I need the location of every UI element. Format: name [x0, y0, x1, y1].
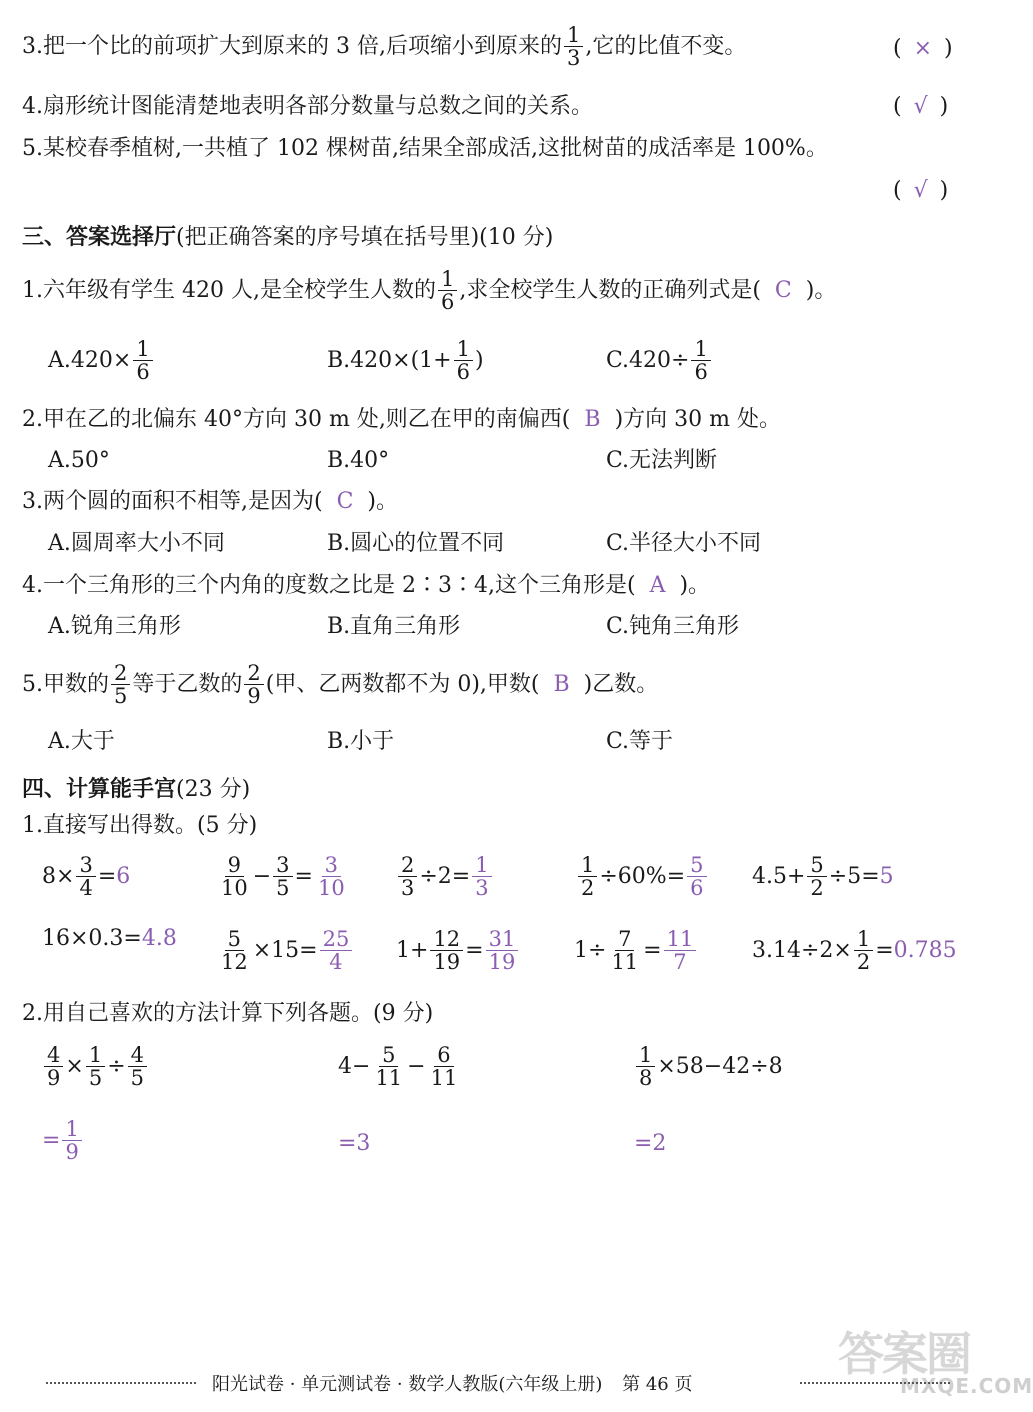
calc-answer: $\frac{11}{7}$ — [664, 928, 697, 973]
choice-5-option-c: C.等于 — [606, 729, 674, 754]
section-4-heading — [22, 772, 250, 803]
footer-divider-right — [800, 1382, 950, 1384]
calc-answer: $\frac{3}{10}$ — [317, 853, 345, 901]
judge-3-text-b: ,它的比值不变。 — [585, 33, 747, 59]
choice-question-2: 2.甲在乙的北偏东 40°方向 30 m 处,则乙在甲的南偏西( B )方向 30 m 处。 — [22, 407, 781, 432]
choice-4-option-a: A.锐角三角形 — [48, 614, 181, 639]
choice-4-option-b: B.直角三角形 — [327, 614, 461, 639]
calc-item: 4.5+ $\frac{5}{2}$ ÷5= 5 — [752, 853, 894, 901]
judge-5-bracket: ( √ ) — [893, 178, 949, 203]
judge-item-4: 4.扇形统计图能清楚地表明各部分数量与总数之间的关系。 — [22, 94, 593, 119]
footer — [212, 1370, 692, 1396]
choice-1-option-c: C.420÷ $\frac{1}{6}$ — [606, 338, 713, 383]
calc-item: 3.14÷2× $\frac{1}{2}$ = 0.785 — [752, 927, 957, 975]
calc-answer: 6 — [116, 863, 131, 889]
calc-problem-1: $\frac{4}{9}$ × $\frac{1}{5}$ ÷ $\frac{4}{5}$ — [42, 1044, 149, 1089]
section-3-title: 三、答案选择厅 — [22, 224, 177, 250]
calc-answer: 0.785 — [893, 937, 957, 963]
calc-item: $\frac{2}{3}$ ÷2= $\frac{1}{3}$ — [396, 854, 494, 899]
choice-4-answer: A — [649, 573, 666, 598]
calc-item: $\frac{1}{2}$ ÷60%= $\frac{5}{6}$ — [576, 854, 709, 899]
choice-1-answer: C — [774, 277, 792, 303]
judge-5-answer: √ — [913, 178, 928, 203]
calc-item: 16×0.3= 4.8 — [42, 926, 177, 951]
calc-problem-3-answer: =2 — [634, 1131, 667, 1156]
calc-answer: $\frac{1}{3}$ — [472, 854, 491, 899]
calc-item: $\frac{9}{10}$ − $\frac{3}{5}$ = $\frac{3}{10}$ — [216, 854, 350, 899]
calc-item: 8× $\frac{3}{4}$ = 6 — [42, 853, 131, 901]
calc-problem-2-answer: =3 — [338, 1131, 371, 1156]
section-4-title: 四、计算能手宫 — [22, 776, 177, 802]
calc-problem-3: $\frac{1}{8}$ ×58−42÷8 — [634, 1044, 783, 1089]
choice-3-answer: C — [336, 489, 354, 514]
choice-2-answer: B — [584, 407, 601, 432]
choice-1-option-a: A.420× $\frac{1}{6}$ — [48, 338, 155, 383]
judge-4-bracket: ( √ ) — [893, 94, 949, 119]
calc-item: 1÷ $\frac{7}{11}$ = $\frac{11}{7}$ — [574, 928, 698, 973]
section-3-note: (把正确答案的序号填在括号里)(10 分) — [176, 225, 554, 250]
page-number: 第 46 页 — [622, 1374, 693, 1395]
choice-question-4: 4.一个三角形的三个内角的度数之比是 2∶3∶4,这个三角形是( A )。 — [22, 573, 711, 598]
choice-1-option-b: B.420×(1+ $\frac{1}{6}$ ) — [327, 337, 484, 385]
calc-item: $\frac{5}{12}$ ×15= $\frac{25}{4}$ — [216, 928, 354, 973]
calc-problem-1-answer: = $\frac{1}{9}$ — [42, 1118, 84, 1163]
judge-item-3 — [22, 24, 746, 69]
choice-2-option-a: A.50° — [48, 448, 110, 473]
fraction: $\frac{1}{6}$ — [438, 268, 457, 313]
judge-3-bracket: ( × ) — [893, 36, 953, 61]
calc-item: 1+ $\frac{12}{19}$ = $\frac{31}{19}$ — [396, 928, 520, 973]
choice-2-option-c: C.无法判断 — [606, 448, 718, 473]
calc-answer: $\frac{25}{4}$ — [320, 928, 353, 973]
section-3-heading — [22, 220, 553, 251]
choice-2-option-b: B.40° — [327, 448, 390, 473]
judge-3-text-a: 3.把一个比的前项扩大到原来的 3 倍,后项缩小到原来的 — [22, 33, 562, 59]
judge-3-answer: × — [913, 36, 933, 61]
calc-answer: $\frac{5}{6}$ — [687, 854, 706, 899]
section-4-sub-2: 2.用自己喜欢的方法计算下列各题。(9 分) — [22, 1001, 434, 1026]
choice-5-answer: B — [553, 671, 570, 697]
footer-divider-left — [46, 1382, 196, 1384]
choice-question-3: 3.两个圆的面积不相等,是因为( C )。 — [22, 489, 399, 514]
choice-5-option-b: B.小于 — [327, 729, 395, 754]
choice-3-option-c: C.半径大小不同 — [606, 531, 762, 556]
choice-3-option-a: A.圆周率大小不同 — [48, 531, 225, 556]
footer-title: 阳光试卷 · 单元测试卷 · 数学人教版(六年级上册) — [212, 1374, 603, 1395]
fraction: $\frac{1}{3}$ — [564, 24, 583, 69]
calc-problem-2: 4− $\frac{5}{11}$ − $\frac{6}{11}$ — [338, 1043, 458, 1091]
choice-question-1: 1.六年级有学生 420 人,是全校学生人数的 $\frac{1}{6}$ ,求全校学生人数的正确列式是( C )。 — [22, 267, 837, 315]
choice-question-5: 5.甲数的 $\frac{2}{5}$ 等于乙数的 $\frac{2}{9}$ (甲、乙两数都不为 0),甲数( B )乙数。 — [22, 661, 659, 709]
choice-4-option-c: C.钝角三角形 — [606, 614, 740, 639]
section-4-note: (23 分) — [176, 777, 251, 802]
calc-answer: $\frac{31}{19}$ — [486, 928, 519, 973]
choice-3-option-b: B.圆心的位置不同 — [327, 531, 505, 556]
choice-5-option-a: A.大于 — [48, 729, 115, 754]
judge-item-5: 5.某校春季植树,一共植了 102 棵树苗,结果全部成活,这批树苗的成活率是 100%。 — [22, 136, 828, 161]
calc-answer: 5 — [879, 863, 894, 889]
watermark-url: MXQE.COM — [900, 1374, 1033, 1398]
calc-answer: 4.8 — [141, 926, 177, 951]
judge-4-answer: √ — [913, 94, 928, 119]
watermark-logo: 答案圈 — [838, 1327, 970, 1381]
section-4-sub-1: 1.直接写出得数。(5 分) — [22, 813, 258, 838]
